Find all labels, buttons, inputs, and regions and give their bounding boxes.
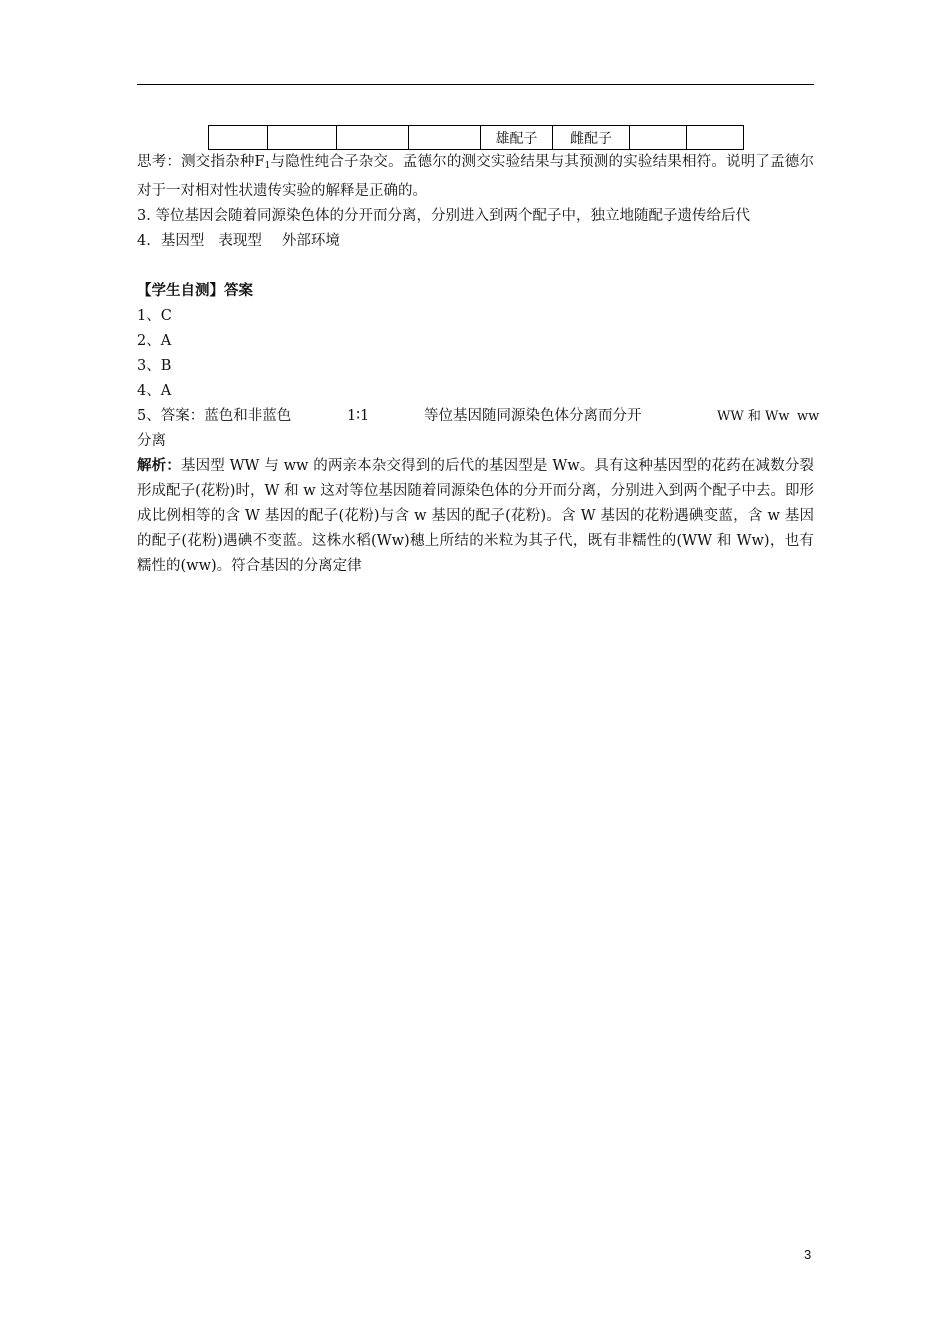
table-cell (209, 126, 268, 150)
answer-5-ratio: 1∶1 (347, 408, 370, 424)
table-cell (268, 126, 337, 150)
analysis-text: 基因型 WW 与 ww 的两亲本杂交得到的后代的基因型是 Ww。具有这种基因型的花药在减数分裂形成配子(花粉)时，W 和 w 这对等位基因随着同源染色体的分开而分离，分别进入到两个配子中去。即形成比例相等的含 W 基因的配子(花粉)与含 w 基因的配子(花粉)。含 W 基因的花粉遇碘变蓝，含 w 基因的配子(花粉)遇碘不变蓝。这株水稻(Ww)穗上所结的米粒为其子代，既有非糯性的(WW 和 Ww)，也有糯性的(ww)。符合基因的分离定律 (137, 458, 814, 574)
answer-3: 3、B (137, 358, 172, 374)
table-cell (409, 126, 481, 150)
table-cell-female-gamete: 雌配子 (553, 126, 630, 150)
blank-line (137, 254, 814, 279)
answer-5-end: 分离 (137, 433, 166, 449)
item-4-number: 4. (137, 233, 151, 249)
thinking-paragraph (137, 150, 814, 204)
answer-5-genotypes: WW 和 Ww (717, 409, 790, 424)
table-cell (337, 126, 409, 150)
table-cell (630, 126, 687, 150)
gamete-table (208, 125, 744, 150)
header-rule (137, 84, 814, 85)
table-cell-male-gamete: 雄配子 (481, 126, 553, 150)
subscript: 1 (264, 161, 271, 171)
table-row (209, 126, 744, 150)
item-4-term: 基因型 (160, 233, 205, 249)
page-number: 3 (804, 1247, 812, 1262)
answer-1: 1、C (137, 308, 172, 324)
analysis-label: 解析： (137, 458, 181, 474)
item-4-term: 表现型 (218, 233, 262, 249)
analysis-paragraph (137, 454, 814, 579)
page-content (137, 150, 820, 579)
thinking-text-rest: 与隐性纯合子杂交。孟德尔的测交实验结果与其预测的实验结果相符。说明了孟德尔对于一对相对性状遗传实验的解释是正确的。 (137, 154, 814, 199)
answer-2: 2、A (137, 333, 172, 349)
answer-5-reason: 等位基因随同源染色体分离而分开 (424, 408, 642, 424)
item-4-term: 外部环境 (281, 233, 340, 249)
answer-5 (137, 404, 820, 429)
item-3: 3. 等位基因会随着同源染色体的分开而分离，分别进入到两个配子中，独立地随配子遗传给后代 (137, 208, 750, 224)
table-cell (687, 126, 744, 150)
self-test-title: 【学生自测】答案 (137, 283, 253, 299)
answer-5-genotypes-2: ww (797, 409, 820, 424)
answer-5-prefix: 5、答案：蓝色和非蓝色 (137, 408, 292, 424)
answer-4: 4、A (137, 383, 172, 399)
item-4 (137, 229, 814, 254)
thinking-text: 思考：测交指杂种F (137, 154, 265, 170)
